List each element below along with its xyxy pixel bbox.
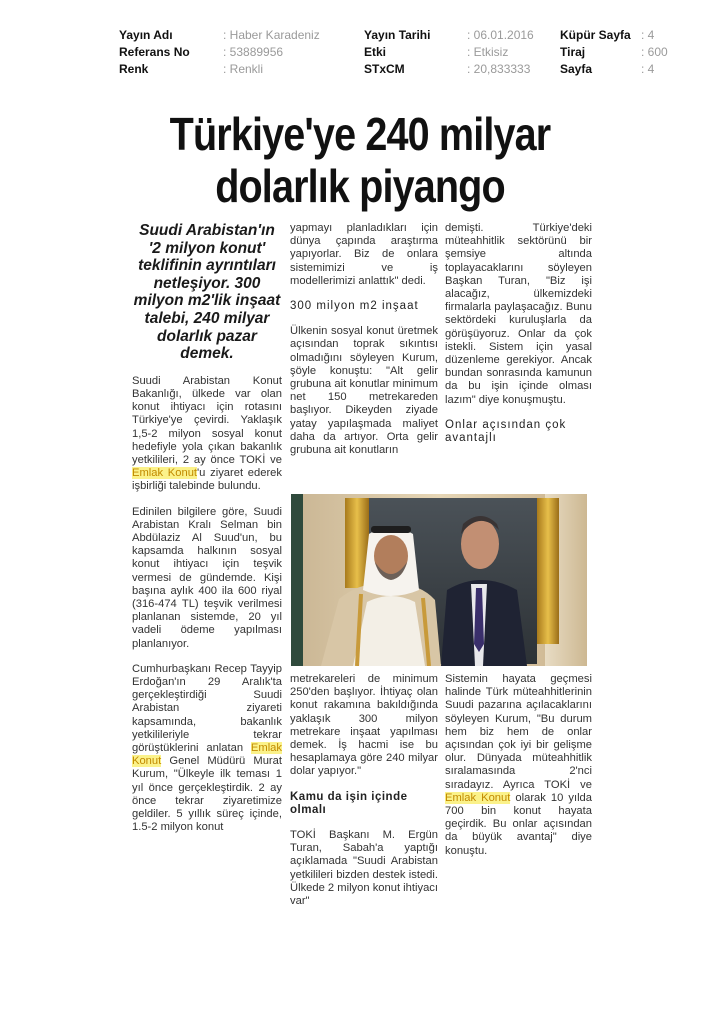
article-column-1 [132, 222, 282, 846]
article-column-2 [290, 222, 438, 469]
article-column-3 [445, 222, 592, 457]
meta-value: : Etkisiz [467, 45, 509, 59]
article-column-3-continued [445, 673, 592, 870]
meta-label: Sayfa [560, 62, 593, 76]
text-run: Cumhurbaşkanı Recep Tayyip Erdoğan'ın 29 Aralık'ta gerçekleştirdiği Suudi Arabistan ziyareti kapsamında, bakanlık yetkilileriyle tekrar görüştüklerini anlatan [132, 662, 282, 755]
text-run: olarak 10 yılda 700 bin konut hayata geçirdik. Bu onlar açısından da büyük avantaj" diye konuştu. [445, 791, 592, 857]
meta-label: Tiraj [560, 45, 586, 59]
paragraph [132, 663, 282, 835]
section-subhead: 300 milyon m2 inşaat [290, 300, 419, 313]
meta-value: : 20,833333 [467, 62, 531, 76]
meta-value: : 53889956 [223, 45, 284, 59]
meta-label: Referans No [119, 45, 190, 59]
meta-value: : 4 [641, 62, 655, 76]
news-photo-icon [291, 494, 587, 666]
text-run: Suudi Arabistan Konut Bakanlığı, ülkede var olan konut ihtiyacı için rotasını Türkiye'ye çevirdi. Yaklaşık 1,5-2 milyon sosyal konut hedefiyle yola çıkan bakanlık yetkilileri, 2 ay önce TOKİ ve [132, 374, 282, 466]
paragraph [132, 375, 282, 494]
section-subhead: Onlar açısından çok avantajlı [445, 418, 567, 445]
highlighted-keyword: Emlak Konut [132, 742, 282, 768]
headline-line-2: dolarlık piyango [215, 160, 505, 212]
meta-label: Renk [119, 62, 149, 76]
text-run: Sistemin hayata geçmesi halinde Türk müteahhitlerinin Suudi pazarına açılacaklarını söyleyen Kurum, "Bu durum hem biz hem de onlar açısından çok iyi bir gelişme olur. Dünyada müteahhitlik sıralamasında 2'nci sıradayız. Ayrıca TOKİ ve [445, 673, 592, 791]
text-run: 'u ziyaret ederek işbirliği talebinde bulundu. [132, 467, 282, 493]
paragraph: yapmayı planladıkları için dünya çapında araştırma yapıyorlar. Biz de onlara sistemimizi ve iş modellerimizi anlattık" dedi. [290, 222, 438, 287]
meta-label: STxCM [364, 62, 405, 76]
paragraph: TOKİ Başkanı M. Ergün Turan, Sabah'a yaptığı açıklamada "Suudi Arabistan yetkilileri bizden destek istedi. Ülkede 2 milyon konut ihtiyacı var" [290, 829, 438, 908]
paragraph: Ülkenin sosyal konut üretmek açısından toprak sıkıntısı olmadığını söyleyen Kurum, şöyle konuştu: "Alt gelir grubuna ait konutlar minimum net 150 metrekareden başlıyor. Dikeyden ziyade yatay yapılaşmada maliyet daha da artıyor. Orta gelir grubuna ait konutların [290, 325, 438, 457]
paragraph: Edinilen bilgilere göre, Suudi Arabistan Kralı Selman bin Abdülaziz Al Suud'un, bu kapsamda halkının sosyal konut ihtiyacı için teşvik vermesi de gündemde. Kişi başına aylık 400 ila 600 riyal (316-474 TL) teşvik verilmesi planlanan sistemde, 20 yıl vadeli ödeme yapılması planlanıyor. [132, 505, 282, 650]
meta-value: : Renkli [223, 62, 264, 76]
text-run: Genel Müdürü Murat Kurum, "Ülkeyle ilk teması 1 yıl önce gerçekleştirdik. 2 ay önce tekrar ziyaretimize geldiler. 5 yıllık süreç içinde, 1.5-2 milyon konut [132, 755, 282, 834]
paragraph [445, 673, 592, 858]
meta-label: Küpür Sayfa [560, 28, 631, 42]
meta-label: Yayın Tarihi [364, 28, 431, 42]
article-headline [154, 108, 567, 212]
meta-label: Yayın Adı [119, 28, 173, 42]
highlighted-keyword: Emlak Konut [132, 467, 198, 480]
article-deck: Suudi Arabistan'ın '2 milyon konut' teklifinin ayrıntıları netleşiyor. 300 milyon m2'lik inşaat talebi, 240 milyar dolarlık pazar demek. [133, 222, 281, 363]
meta-label: Etki [364, 45, 387, 59]
meta-value: : 06.01.2016 [467, 28, 534, 42]
section-subhead: Kamu da işin içinde olmalı [290, 790, 408, 816]
meta-value: : 4 [641, 28, 655, 42]
article-column-2-continued [290, 673, 438, 920]
news-photo [291, 494, 587, 666]
meta-value: : 600 [641, 45, 668, 59]
highlighted-keyword: Emlak Konut [445, 791, 511, 804]
meta-value: : Haber Karadeniz [223, 28, 320, 42]
paragraph: demişti. Türkiye'deki müteahhitlik sektörünü bir şemsiye altında toplayacaklarını söyleyen Başkan Turan, "Biz işi alacağız, ülkemizdeki firmalarla paylaşacağız. Bunu sektördeki kuruluşlarla da görüşüyoruz. Onlar da çok istekli. Sistem için yasal düzenleme gerekiyor. Ancak bundan sonrasında kamunun da bu işin içinde olması lazım" diye konuşmuştu. [445, 222, 592, 406]
headline-line-1: Türkiye'ye 240 milyar [169, 108, 551, 160]
paragraph: metrekareleri de minimum 250'den başlıyor. İhtiyaç olan konut rakamına bakıldığında yaklaşık 300 milyon metrekare inşaat yapılması demek. İş hacmi ise bu hesaplamaya göre 240 milyar dolar yapıyor." [290, 673, 438, 778]
